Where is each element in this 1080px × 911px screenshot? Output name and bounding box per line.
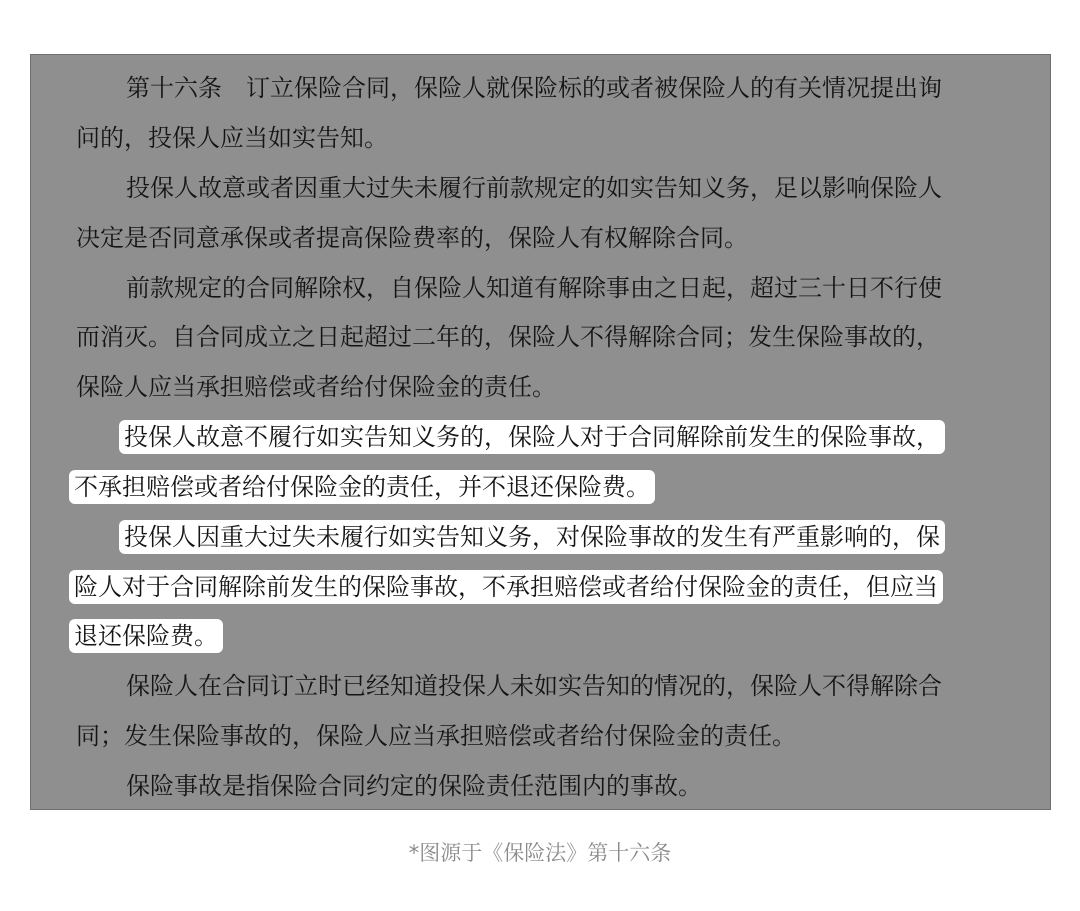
text-line (121, 71, 947, 105)
text-line (121, 171, 947, 205)
image-caption: *图源于《保险法》第十六条 (408, 841, 672, 865)
line-text: 第十六条 订立保险合同，保险人就保险标的或者被保险人的有关情况提出询 (126, 74, 942, 102)
line-text: 而消灭。自合同成立之日起超过二年的，保险人不得解除合同；发生保险事故的， (76, 323, 940, 351)
text-line (71, 221, 753, 255)
text-line (71, 121, 393, 155)
text-line (71, 320, 945, 354)
highlighted-line (69, 619, 223, 653)
line-text: 保险事故是指保险合同约定的保险责任范围内的事故。 (126, 772, 702, 800)
line-text: 投保人故意或者因重大过失未履行前款规定的如实告知义务，足以影响保险人 (126, 174, 942, 202)
text-line (121, 271, 947, 305)
line-text: 决定是否同意承保或者提高保险费率的，保险人有权解除合同。 (76, 224, 748, 252)
highlighted-text: 投保人因重大过失未履行如实告知义务，对保险事故的发生有严重影响的，保 (119, 520, 945, 554)
line-text: 同；发生保险事故的，保险人应当承担赔偿或者给付保险金的责任。 (76, 722, 796, 750)
line-text: 保险人应当承担赔偿或者给付保险金的责任。 (76, 373, 556, 401)
highlighted-line (69, 570, 943, 604)
highlighted-text: 投保人故意不履行如实告知义务的，保险人对于合同解除前发生的保险事故， (119, 420, 945, 454)
text-line (71, 370, 561, 404)
highlighted-line (69, 470, 655, 504)
line-text: 保险人在合同订立时已经知道投保人未如实告知的情况的，保险人不得解除合 (126, 672, 942, 700)
highlighted-line (119, 420, 945, 454)
document-panel (30, 54, 1051, 810)
highlighted-text: 不承担赔偿或者给付保险金的责任，并不退还保险费。 (69, 470, 655, 504)
highlighted-text: 退还保险费。 (69, 619, 223, 653)
text-line (121, 769, 707, 803)
text-line (121, 669, 947, 703)
highlighted-text: 险人对于合同解除前发生的保险事故，不承担赔偿或者给付保险金的责任，但应当 (69, 570, 943, 604)
line-text: 前款规定的合同解除权，自保险人知道有解除事由之日起，超过三十日不行使 (126, 274, 942, 302)
line-text: 问的，投保人应当如实告知。 (76, 124, 388, 152)
highlighted-line (119, 520, 945, 554)
text-line (71, 719, 801, 753)
